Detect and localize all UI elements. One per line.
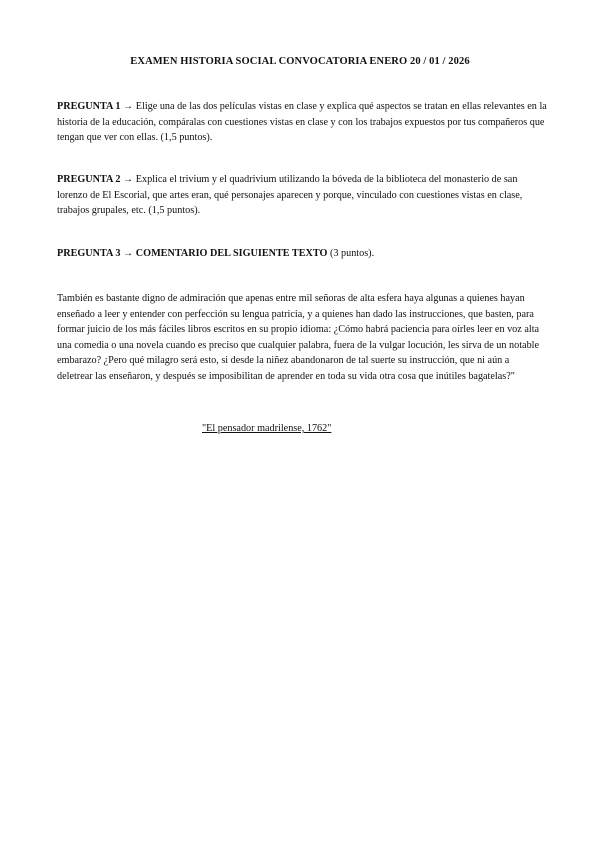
- question-3-points: (3 puntos).: [329, 248, 375, 259]
- question-2: [57, 172, 547, 219]
- question-1-text: Elige una de las dos películas vistas en clase y explica qué aspectos se tratan en ellas relevantes en la historia de la educación, compáralas con cuestiones vistas en clase y con los trabajos expuestos por tus compañeros que tengan que ver con ellas. (1,5 puntos).: [57, 101, 547, 144]
- arrow-icon: →: [123, 101, 134, 112]
- question-3: [57, 246, 547, 262]
- arrow-icon: →: [123, 248, 134, 259]
- question-2-text: Explica el trivium y el quadrivium utilizando la bóveda de la biblioteca del monasterio de san lorenzo de El Escorial, que artes eran, qué personajes aparecen y porque, vinculado con cuestiones vistas en clase, trabajos grupales, etc. (1,5 puntos).: [57, 174, 523, 217]
- commentary-citation: "El pensador madrilense, 1762": [202, 423, 332, 434]
- question-3-label: PREGUNTA 3: [57, 248, 121, 259]
- question-1: [57, 99, 547, 146]
- question-1-label: PREGUNTA 1: [57, 101, 121, 112]
- commentary-text: También es bastante digno de admiración que apenas entre mil señoras de alta esfera haya algunas a quienes hayan enseñado a leer y entender con perfección su lengua patricia, y a quienes han dado las instrucciones, que basten, para formar juicio de los más fáciles libros escritos en su propio idioma: ¿Cómo habrá paciencia para oírles leer en voz alta una comedia o una novela cuando es preciso que cualquier palabra, fuera de la vulgar locución, les sirva de un notable embarazo? ¿Pero qué milagro será esto, si desde la niñez abandonaron de tal suerte su instrucción, que ni aún a deletrear las enseñaron, y después se imposibilitan de aprender en toda su vida otra cosa que inútiles bagatelas?": [57, 293, 540, 382]
- question-2-label: PREGUNTA 2: [57, 174, 121, 185]
- arrow-icon: →: [123, 174, 134, 185]
- exam-title: EXAMEN HISTORIA SOCIAL CONVOCATORIA ENERO 20 / 01 / 2026: [130, 56, 470, 67]
- question-3-heading: COMENTARIO DEL SIGUIENTE TEXTO: [135, 248, 328, 259]
